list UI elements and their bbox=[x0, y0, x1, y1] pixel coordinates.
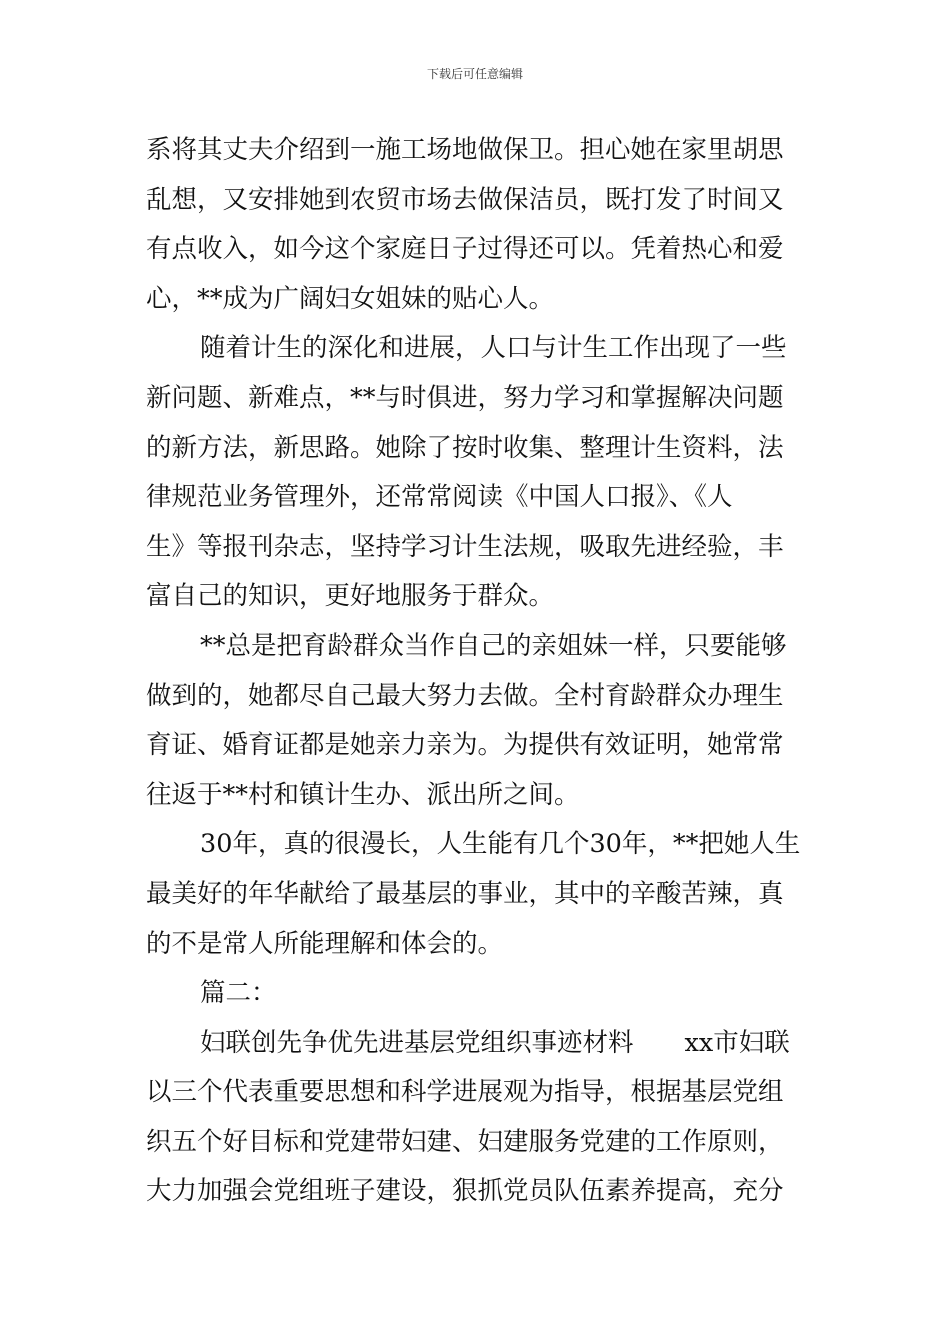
text-line: 往返于**村和镇计生办、派出所之间。 bbox=[146, 779, 580, 810]
text-line: 育证、婚育证都是她亲力亲为。为提供有效证明，她常常 bbox=[146, 730, 784, 761]
text-line: 随着计生的深化和进展，人口与计生工作出现了一些 bbox=[200, 333, 787, 364]
text-line: 律规范业务管理外，还常常阅读《中国人口报》、《人 bbox=[146, 482, 733, 513]
text-line: 的新方法，新思路。她除了按时收集、整理计生资料，法 bbox=[146, 432, 784, 463]
text-line: 有点收入，如今这个家庭日子过得还可以。凭着热心和爱 bbox=[146, 234, 784, 265]
text-line: 乱想，又安排她到农贸市场去做保洁员，既打发了时间又 bbox=[146, 184, 784, 215]
text-line: 富自己的知识，更好地服务于群众。 bbox=[146, 581, 555, 612]
text-line: 做到的，她都尽自己最大努力去做。全村育龄群众办理生 bbox=[146, 680, 784, 711]
text-line: 大力加强会党组班子建设，狠抓党员队伍素养提高，充分 bbox=[146, 1176, 784, 1207]
text-line: 织五个好目标和党建带妇建、妇建服务党建的工作原则， bbox=[146, 1126, 784, 1157]
text-line: **总是把育龄群众当作自己的亲姐妹一样，只要能够 bbox=[200, 630, 787, 661]
document-body bbox=[146, 126, 808, 1217]
text-line: 最美好的年华献给了最基层的事业，其中的辛酸苦辣，真 bbox=[146, 878, 784, 909]
text-line: 新问题、新难点，**与时俱进，努力学习和掌握解决问题 bbox=[146, 382, 784, 413]
page-header: 下载后可任意编辑 bbox=[426, 67, 523, 81]
text-line: 妇联创先争优先进基层党组织事迹材料 xx市妇联 bbox=[200, 1027, 790, 1058]
text-line: 30年，真的很漫长，人生能有几个30年，**把她人生 bbox=[200, 829, 801, 860]
text-line: 的不是常人所能理解和体会的。 bbox=[146, 928, 504, 959]
text-line: 系将其丈夫介绍到一施工场地做保卫。担心她在家里胡思 bbox=[146, 135, 784, 165]
text-line: 心，**成为广阔妇女姐妹的贴心人。 bbox=[146, 283, 555, 314]
text-line: 篇二： bbox=[200, 978, 277, 1009]
text-line: 以三个代表重要思想和科学进展观为指导，根据基层党组 bbox=[146, 1077, 784, 1108]
text-line: 生》等报刊杂志，坚持学习计生法规，吸取先进经验，丰 bbox=[146, 531, 784, 562]
